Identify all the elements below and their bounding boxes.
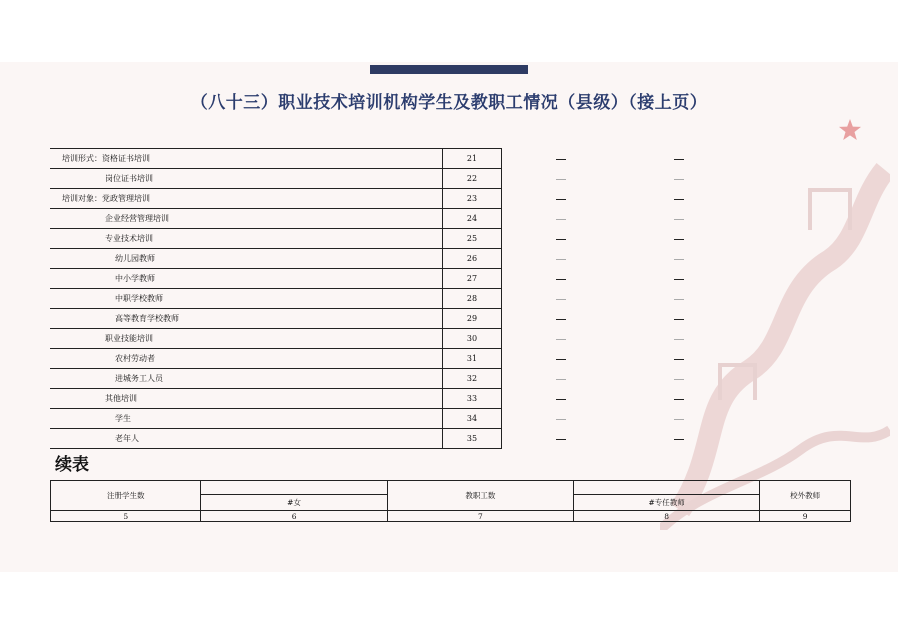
dash-mark xyxy=(674,179,684,180)
row-number: 31 xyxy=(443,349,502,369)
training-table xyxy=(50,148,739,449)
dash-mark xyxy=(674,259,684,260)
row-label: 学生 xyxy=(50,409,443,429)
value-cell xyxy=(620,289,738,309)
value-cell xyxy=(502,169,621,189)
row-number: 24 xyxy=(443,209,502,229)
dash-mark xyxy=(674,359,684,360)
star-icon xyxy=(838,118,862,142)
value-cell xyxy=(620,249,738,269)
value-cell xyxy=(502,149,621,169)
value-cell xyxy=(620,169,738,189)
dash-mark xyxy=(556,419,566,420)
external-teachers-header: 校外教师 xyxy=(760,481,851,511)
dash-mark xyxy=(674,399,684,400)
table-row xyxy=(50,369,738,389)
row-label: 老年人 xyxy=(50,429,443,449)
value-cell xyxy=(502,349,621,369)
page-title: （八十三）职业技术培训机构学生及教职工情况（县级）（接上页） xyxy=(190,93,708,113)
value-cell xyxy=(620,189,738,209)
dash-mark xyxy=(556,439,566,440)
dash-mark xyxy=(556,199,566,200)
dash-mark xyxy=(674,279,684,280)
continued-table-title: 续表 xyxy=(55,455,89,475)
dash-mark xyxy=(556,279,566,280)
dash-mark xyxy=(674,319,684,320)
dash-mark xyxy=(556,259,566,260)
row-number: 30 xyxy=(443,329,502,349)
header-bar xyxy=(370,65,528,74)
value-cell xyxy=(620,209,738,229)
table-row xyxy=(50,169,738,189)
value-cell xyxy=(620,149,738,169)
female-header: #女 xyxy=(201,495,387,511)
value-cell xyxy=(620,389,738,409)
table-row xyxy=(50,349,738,369)
row-label: 幼儿园教师 xyxy=(50,249,443,269)
dash-mark xyxy=(674,419,684,420)
dash-mark xyxy=(556,359,566,360)
column-number: 8 xyxy=(574,511,760,522)
dash-mark xyxy=(674,339,684,340)
column-number: 7 xyxy=(387,511,573,522)
row-number: 23 xyxy=(443,189,502,209)
table-row xyxy=(50,329,738,349)
value-cell xyxy=(502,369,621,389)
value-cell xyxy=(502,409,621,429)
table-row xyxy=(50,189,738,209)
value-cell xyxy=(502,269,621,289)
staff-count-header: 教职工数 xyxy=(387,481,573,511)
value-cell xyxy=(620,409,738,429)
value-cell xyxy=(502,389,621,409)
value-cell xyxy=(620,229,738,249)
dash-mark xyxy=(556,299,566,300)
value-cell xyxy=(502,429,621,449)
row-label: 培训对象：党政管理培训 xyxy=(50,189,443,209)
row-label: 企业经营管理培训 xyxy=(50,209,443,229)
value-cell xyxy=(502,249,621,269)
row-number: 22 xyxy=(443,169,502,189)
row-number: 25 xyxy=(443,229,502,249)
dash-mark xyxy=(674,239,684,240)
dash-mark xyxy=(556,339,566,340)
value-cell xyxy=(620,369,738,389)
value-cell xyxy=(502,289,621,309)
row-label: 专业技术培训 xyxy=(50,229,443,249)
row-label: 其他培训 xyxy=(50,389,443,409)
value-cell xyxy=(502,209,621,229)
row-number: 29 xyxy=(443,309,502,329)
header-spacer xyxy=(201,481,387,495)
table-row xyxy=(50,389,738,409)
value-cell xyxy=(620,309,738,329)
dash-mark xyxy=(556,239,566,240)
row-label: 岗位证书培训 xyxy=(50,169,443,189)
column-number: 6 xyxy=(201,511,387,522)
table-row xyxy=(50,269,738,289)
fulltime-teachers-header: #专任教师 xyxy=(574,495,760,511)
dash-mark xyxy=(556,179,566,180)
value-cell xyxy=(620,329,738,349)
row-label: 高等教育学校教师 xyxy=(50,309,443,329)
header-spacer xyxy=(574,481,760,495)
value-cell xyxy=(502,229,621,249)
value-cell xyxy=(502,189,621,209)
table-row xyxy=(50,289,738,309)
table-row xyxy=(50,149,738,169)
value-cell xyxy=(620,349,738,369)
dash-mark xyxy=(674,379,684,380)
column-number: 5 xyxy=(51,511,201,522)
row-label: 进城务工人员 xyxy=(50,369,443,389)
row-number: 35 xyxy=(443,429,502,449)
row-label: 职业技能培训 xyxy=(50,329,443,349)
continued-table xyxy=(50,480,851,522)
dash-mark xyxy=(674,219,684,220)
row-number: 28 xyxy=(443,289,502,309)
row-number: 21 xyxy=(443,149,502,169)
row-number: 32 xyxy=(443,369,502,389)
row-number: 33 xyxy=(443,389,502,409)
row-number: 26 xyxy=(443,249,502,269)
table-row xyxy=(50,309,738,329)
registered-students-header: 注册学生数 xyxy=(51,481,201,511)
dash-mark xyxy=(556,159,566,160)
row-number: 27 xyxy=(443,269,502,289)
dash-mark xyxy=(556,219,566,220)
value-cell xyxy=(620,269,738,289)
dash-mark xyxy=(556,319,566,320)
row-label: 中职学校教师 xyxy=(50,289,443,309)
column-number: 9 xyxy=(760,511,851,522)
table-row xyxy=(50,209,738,229)
row-label: 农村劳动者 xyxy=(50,349,443,369)
value-cell xyxy=(502,329,621,349)
value-cell xyxy=(502,309,621,329)
dash-mark xyxy=(556,399,566,400)
table-row xyxy=(50,429,738,449)
dash-mark xyxy=(674,299,684,300)
row-label: 培训形式：资格证书培训 xyxy=(50,149,443,169)
dash-mark xyxy=(674,199,684,200)
row-number: 34 xyxy=(443,409,502,429)
table-row xyxy=(50,249,738,269)
dash-mark xyxy=(556,379,566,380)
value-cell xyxy=(620,429,738,449)
dash-mark xyxy=(674,159,684,160)
row-label: 中小学教师 xyxy=(50,269,443,289)
dash-mark xyxy=(674,439,684,440)
table-row xyxy=(50,409,738,429)
table-row xyxy=(50,229,738,249)
